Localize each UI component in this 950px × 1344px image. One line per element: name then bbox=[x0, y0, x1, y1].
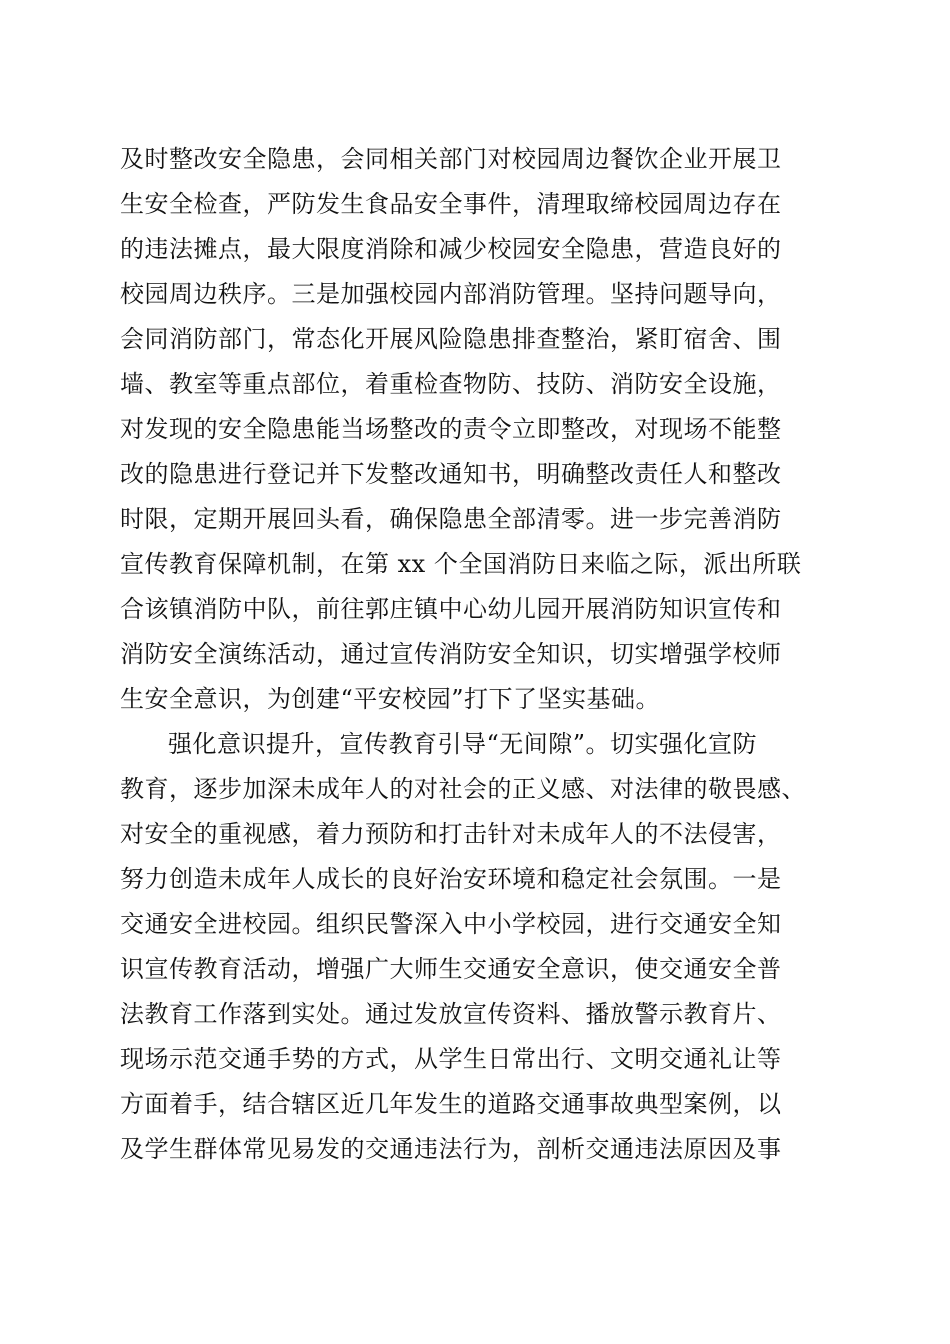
text-line: 改的隐患进行登记并下发整改通知书，明确整改责任人和整改 bbox=[120, 460, 782, 488]
text-line: 生安全意识，为创建“平安校园”打下了坚实基础。 bbox=[120, 685, 661, 713]
text-line: 消防安全演练活动，通过宣传消防安全知识，切实增强学校师 bbox=[120, 640, 782, 668]
text-line: 校园周边秩序。三是加强校园内部消防管理。坚持问题导向， bbox=[120, 280, 782, 308]
text-line: 识宣传教育活动，增强广大师生交通安全意识，使交通安全普 bbox=[120, 955, 782, 983]
paragraph-start-line: 强化意识提升，宣传教育引导“无间隙”。切实强化宣防 bbox=[168, 730, 758, 758]
text-line: 及学生群体常见易发的交通违法行为，剖析交通违法原因及事 bbox=[120, 1135, 782, 1163]
text-line: 努力创造未成年人成长的良好治安环境和稳定社会氛围。一是 bbox=[120, 865, 782, 893]
text-line: 现场示范交通手势的方式，从学生日常出行、文明交通礼让等 bbox=[120, 1045, 782, 1073]
text-line: 会同消防部门，常态化开展风险隐患排查整治，紧盯宿舍、围 bbox=[120, 325, 782, 353]
text-line: 生安全检查，严防发生食品安全事件，清理取缔校园周边存在 bbox=[120, 190, 782, 218]
text-line: 时限，定期开展回头看，确保隐患全部清零。进一步完善消防 bbox=[120, 505, 782, 533]
text-line: 墙、教室等重点部位，着重检查物防、技防、消防安全设施， bbox=[120, 370, 782, 398]
text-line: 的违法摊点，最大限度消除和减少校园安全隐患，营造良好的 bbox=[120, 235, 782, 263]
text-line: 宣传教育保障机制，在第 xx 个全国消防日来临之际，派出所联 bbox=[120, 550, 802, 578]
text-line: 方面着手，结合辖区近几年发生的道路交通事故典型案例，以 bbox=[120, 1090, 782, 1118]
text-line: 交通安全进校园。组织民警深入中小学校园，进行交通安全知 bbox=[120, 910, 782, 938]
text-line: 对发现的安全隐患能当场整改的责令立即整改，对现场不能整 bbox=[120, 415, 782, 443]
document-body bbox=[120, 137, 850, 1172]
text-line: 对安全的重视感，着力预防和打击针对未成年人的不法侵害， bbox=[120, 820, 782, 848]
text-line: 法教育工作落到实处。通过发放宣传资料、播放警示教育片、 bbox=[120, 1000, 782, 1028]
text-line: 及时整改安全隐患，会同相关部门对校园周边餐饮企业开展卫 bbox=[120, 145, 782, 173]
text-line: 教育，逐步加深未成年人的对社会的正义感、对法律的敬畏感、 bbox=[120, 775, 806, 803]
text-line: 合该镇消防中队，前往郭庄镇中心幼儿园开展消防知识宣传和 bbox=[120, 595, 782, 623]
